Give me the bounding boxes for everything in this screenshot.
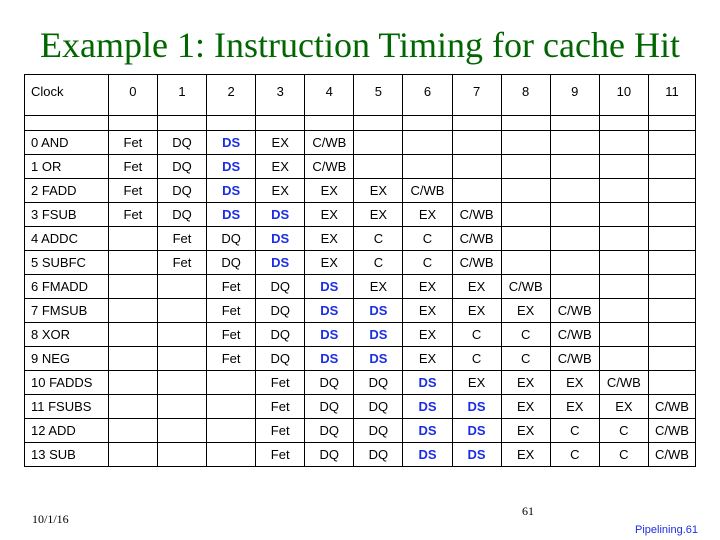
stage-cell <box>501 179 550 203</box>
stage-cell: C/WB <box>305 155 354 179</box>
spacer-cell <box>305 116 354 131</box>
stage-cell: DQ <box>354 395 403 419</box>
stage-cell <box>157 419 206 443</box>
table-row <box>25 251 696 275</box>
stage-cell <box>157 299 206 323</box>
stage-cell: DS <box>207 179 256 203</box>
stage-cell: Fet <box>207 323 256 347</box>
stage-cell <box>648 155 695 179</box>
table-row <box>25 179 696 203</box>
stage-cell: C/WB <box>501 275 550 299</box>
stage-cell <box>550 155 599 179</box>
stage-cell: DQ <box>354 419 403 443</box>
stage-cell: EX <box>354 275 403 299</box>
stage-cell: DS <box>256 227 305 251</box>
table-row <box>25 275 696 299</box>
stage-cell: EX <box>403 203 452 227</box>
stage-cell: Fet <box>207 299 256 323</box>
stage-cell <box>157 347 206 371</box>
stage-cell: DQ <box>157 203 206 227</box>
spacer-cell <box>256 116 305 131</box>
table-row <box>25 227 696 251</box>
spacer-cell <box>452 116 501 131</box>
stage-cell <box>501 131 550 155</box>
stage-cell <box>157 323 206 347</box>
stage-cell: DQ <box>256 275 305 299</box>
table-row <box>25 155 696 179</box>
stage-cell: DS <box>403 371 452 395</box>
header-cell: 10 <box>599 75 648 116</box>
stage-cell: DQ <box>305 419 354 443</box>
stage-cell <box>354 155 403 179</box>
instruction-label: 13 SUB <box>25 443 109 467</box>
stage-cell <box>648 179 695 203</box>
stage-cell: DS <box>305 275 354 299</box>
stage-cell: C <box>550 419 599 443</box>
stage-cell <box>648 299 695 323</box>
header-cell: 2 <box>207 75 256 116</box>
stage-cell: DS <box>403 395 452 419</box>
stage-cell: EX <box>305 251 354 275</box>
table-header-row <box>25 75 696 116</box>
stage-cell <box>550 227 599 251</box>
stage-cell: DS <box>403 419 452 443</box>
stage-cell: C <box>599 419 648 443</box>
stage-cell: Fet <box>108 179 157 203</box>
stage-cell: DQ <box>207 251 256 275</box>
stage-cell <box>648 131 695 155</box>
stage-cell <box>157 395 206 419</box>
stage-cell: EX <box>599 395 648 419</box>
stage-cell <box>501 227 550 251</box>
header-cell: 7 <box>452 75 501 116</box>
stage-cell: Fet <box>157 227 206 251</box>
stage-cell <box>599 275 648 299</box>
stage-cell: C <box>403 227 452 251</box>
stage-cell <box>207 443 256 467</box>
stage-cell: EX <box>501 371 550 395</box>
table-row <box>25 395 696 419</box>
stage-cell <box>599 251 648 275</box>
stage-cell <box>452 131 501 155</box>
spacer-cell <box>648 116 695 131</box>
stage-cell: EX <box>550 371 599 395</box>
table-row <box>25 131 696 155</box>
stage-cell: DQ <box>305 371 354 395</box>
stage-cell: EX <box>501 395 550 419</box>
instruction-label: 8 XOR <box>25 323 109 347</box>
stage-cell: EX <box>305 179 354 203</box>
header-cell: 3 <box>256 75 305 116</box>
stage-cell <box>108 419 157 443</box>
stage-cell: C <box>403 251 452 275</box>
instruction-label: 1 OR <box>25 155 109 179</box>
stage-cell <box>108 443 157 467</box>
stage-cell <box>452 155 501 179</box>
stage-cell <box>452 179 501 203</box>
stage-cell: EX <box>452 275 501 299</box>
table-row <box>25 203 696 227</box>
stage-cell <box>108 227 157 251</box>
stage-cell: C/WB <box>403 179 452 203</box>
stage-cell <box>599 227 648 251</box>
stage-cell: EX <box>403 323 452 347</box>
instruction-label: 0 AND <box>25 131 109 155</box>
stage-cell: EX <box>403 299 452 323</box>
stage-cell <box>501 203 550 227</box>
stage-cell: EX <box>550 395 599 419</box>
stage-cell <box>157 371 206 395</box>
stage-cell: DS <box>256 203 305 227</box>
stage-cell: DS <box>354 347 403 371</box>
stage-cell <box>599 299 648 323</box>
spacer-cell <box>207 116 256 131</box>
stage-cell: DQ <box>354 371 403 395</box>
stage-cell: C <box>501 347 550 371</box>
stage-cell <box>108 251 157 275</box>
header-cell: 1 <box>157 75 206 116</box>
stage-cell <box>648 251 695 275</box>
table-row <box>25 347 696 371</box>
instruction-label: 6 FMADD <box>25 275 109 299</box>
spacer-cell <box>108 116 157 131</box>
header-cell: 8 <box>501 75 550 116</box>
stage-cell <box>648 347 695 371</box>
stage-cell: EX <box>501 443 550 467</box>
stage-cell <box>599 131 648 155</box>
stage-cell: C <box>354 251 403 275</box>
instruction-label: 11 FSUBS <box>25 395 109 419</box>
stage-cell: Fet <box>207 275 256 299</box>
instruction-label: 3 FSUB <box>25 203 109 227</box>
footer-tag: Pipelining.61 <box>635 524 698 536</box>
table-row <box>25 443 696 467</box>
stage-cell: EX <box>256 179 305 203</box>
stage-cell <box>550 203 599 227</box>
stage-cell <box>550 179 599 203</box>
stage-cell <box>599 323 648 347</box>
stage-cell <box>550 251 599 275</box>
stage-cell <box>599 203 648 227</box>
stage-cell: C <box>501 323 550 347</box>
stage-cell: DQ <box>256 299 305 323</box>
stage-cell <box>108 371 157 395</box>
slide-date: 10/1/16 <box>32 512 69 526</box>
stage-cell: DS <box>305 323 354 347</box>
instruction-label: 5 SUBFC <box>25 251 109 275</box>
instruction-label: 2 FADD <box>25 179 109 203</box>
stage-cell <box>354 131 403 155</box>
stage-cell: C <box>354 227 403 251</box>
stage-cell: Fet <box>157 251 206 275</box>
stage-cell <box>108 395 157 419</box>
header-cell: 0 <box>108 75 157 116</box>
stage-cell: C/WB <box>452 203 501 227</box>
spacer-cell <box>403 116 452 131</box>
stage-cell <box>648 203 695 227</box>
spacer-cell <box>157 116 206 131</box>
stage-cell <box>207 371 256 395</box>
header-cell: 9 <box>550 75 599 116</box>
stage-cell: EX <box>452 299 501 323</box>
stage-cell: EX <box>256 131 305 155</box>
stage-cell: DS <box>207 203 256 227</box>
stage-cell: C/WB <box>550 347 599 371</box>
table-row <box>25 299 696 323</box>
stage-cell: EX <box>452 371 501 395</box>
spacer-cell <box>550 116 599 131</box>
page-number: 61 <box>522 504 534 518</box>
header-cell: 5 <box>354 75 403 116</box>
stage-cell: DS <box>452 395 501 419</box>
stage-cell <box>108 299 157 323</box>
stage-cell: DQ <box>157 155 206 179</box>
stage-cell: C/WB <box>452 251 501 275</box>
stage-cell <box>648 275 695 299</box>
stage-cell: EX <box>501 419 550 443</box>
instruction-label: 4 ADDC <box>25 227 109 251</box>
stage-cell <box>501 251 550 275</box>
stage-cell <box>108 347 157 371</box>
stage-cell <box>599 155 648 179</box>
stage-cell: DS <box>354 323 403 347</box>
header-cell: 11 <box>648 75 695 116</box>
stage-cell: C/WB <box>550 323 599 347</box>
stage-cell <box>157 443 206 467</box>
table-row <box>25 371 696 395</box>
stage-cell <box>157 275 206 299</box>
stage-cell <box>403 131 452 155</box>
stage-cell: DS <box>207 131 256 155</box>
slide-title: Example 1: Instruction Timing for cache Hit <box>40 25 680 65</box>
stage-cell: DQ <box>305 395 354 419</box>
stage-cell: C/WB <box>648 443 695 467</box>
stage-cell: C/WB <box>305 131 354 155</box>
stage-cell <box>648 323 695 347</box>
stage-cell: Fet <box>108 203 157 227</box>
spacer-cell <box>25 116 109 131</box>
stage-cell <box>403 155 452 179</box>
stage-cell: Fet <box>108 155 157 179</box>
stage-cell: Fet <box>108 131 157 155</box>
stage-cell: DQ <box>157 131 206 155</box>
stage-cell: DQ <box>256 323 305 347</box>
stage-cell: C <box>550 443 599 467</box>
stage-cell: Fet <box>207 347 256 371</box>
header-cell: Clock <box>25 75 109 116</box>
stage-cell: DQ <box>256 347 305 371</box>
stage-cell: EX <box>403 275 452 299</box>
stage-cell: C <box>599 443 648 467</box>
stage-cell: EX <box>354 179 403 203</box>
stage-cell: EX <box>501 299 550 323</box>
stage-cell: EX <box>305 227 354 251</box>
stage-cell: DS <box>403 443 452 467</box>
table-row <box>25 419 696 443</box>
stage-cell: DS <box>305 347 354 371</box>
stage-cell: DS <box>452 419 501 443</box>
stage-cell <box>501 155 550 179</box>
stage-cell <box>207 395 256 419</box>
stage-cell: C/WB <box>550 299 599 323</box>
instruction-label: 10 FADDS <box>25 371 109 395</box>
stage-cell <box>599 347 648 371</box>
instruction-label: 7 FMSUB <box>25 299 109 323</box>
stage-cell <box>648 227 695 251</box>
stage-cell: Fet <box>256 419 305 443</box>
stage-cell <box>599 179 648 203</box>
instruction-label: 12 ADD <box>25 419 109 443</box>
stage-cell: DQ <box>354 443 403 467</box>
stage-cell: Fet <box>256 443 305 467</box>
stage-cell: C/WB <box>452 227 501 251</box>
stage-cell: EX <box>403 347 452 371</box>
stage-cell: DQ <box>305 443 354 467</box>
stage-cell: DQ <box>207 227 256 251</box>
header-cell: 4 <box>305 75 354 116</box>
instruction-label: 9 NEG <box>25 347 109 371</box>
stage-cell: EX <box>354 203 403 227</box>
stage-cell <box>108 275 157 299</box>
stage-cell <box>550 275 599 299</box>
stage-cell: DS <box>305 299 354 323</box>
stage-cell: Fet <box>256 395 305 419</box>
stage-cell: DS <box>452 443 501 467</box>
stage-cell <box>550 131 599 155</box>
stage-cell: C <box>452 347 501 371</box>
stage-cell <box>648 371 695 395</box>
stage-cell: C/WB <box>648 419 695 443</box>
spacer-row <box>25 116 696 131</box>
stage-cell: DS <box>207 155 256 179</box>
stage-cell <box>207 419 256 443</box>
stage-cell: DS <box>256 251 305 275</box>
stage-cell <box>108 323 157 347</box>
spacer-cell <box>501 116 550 131</box>
stage-cell: DQ <box>157 179 206 203</box>
table-row <box>25 323 696 347</box>
header-cell: 6 <box>403 75 452 116</box>
stage-cell: C <box>452 323 501 347</box>
spacer-cell <box>354 116 403 131</box>
stage-cell: EX <box>305 203 354 227</box>
stage-cell: C/WB <box>648 395 695 419</box>
stage-cell: DS <box>354 299 403 323</box>
stage-cell: EX <box>256 155 305 179</box>
timing-table <box>24 74 696 467</box>
stage-cell: C/WB <box>599 371 648 395</box>
stage-cell: Fet <box>256 371 305 395</box>
spacer-cell <box>599 116 648 131</box>
